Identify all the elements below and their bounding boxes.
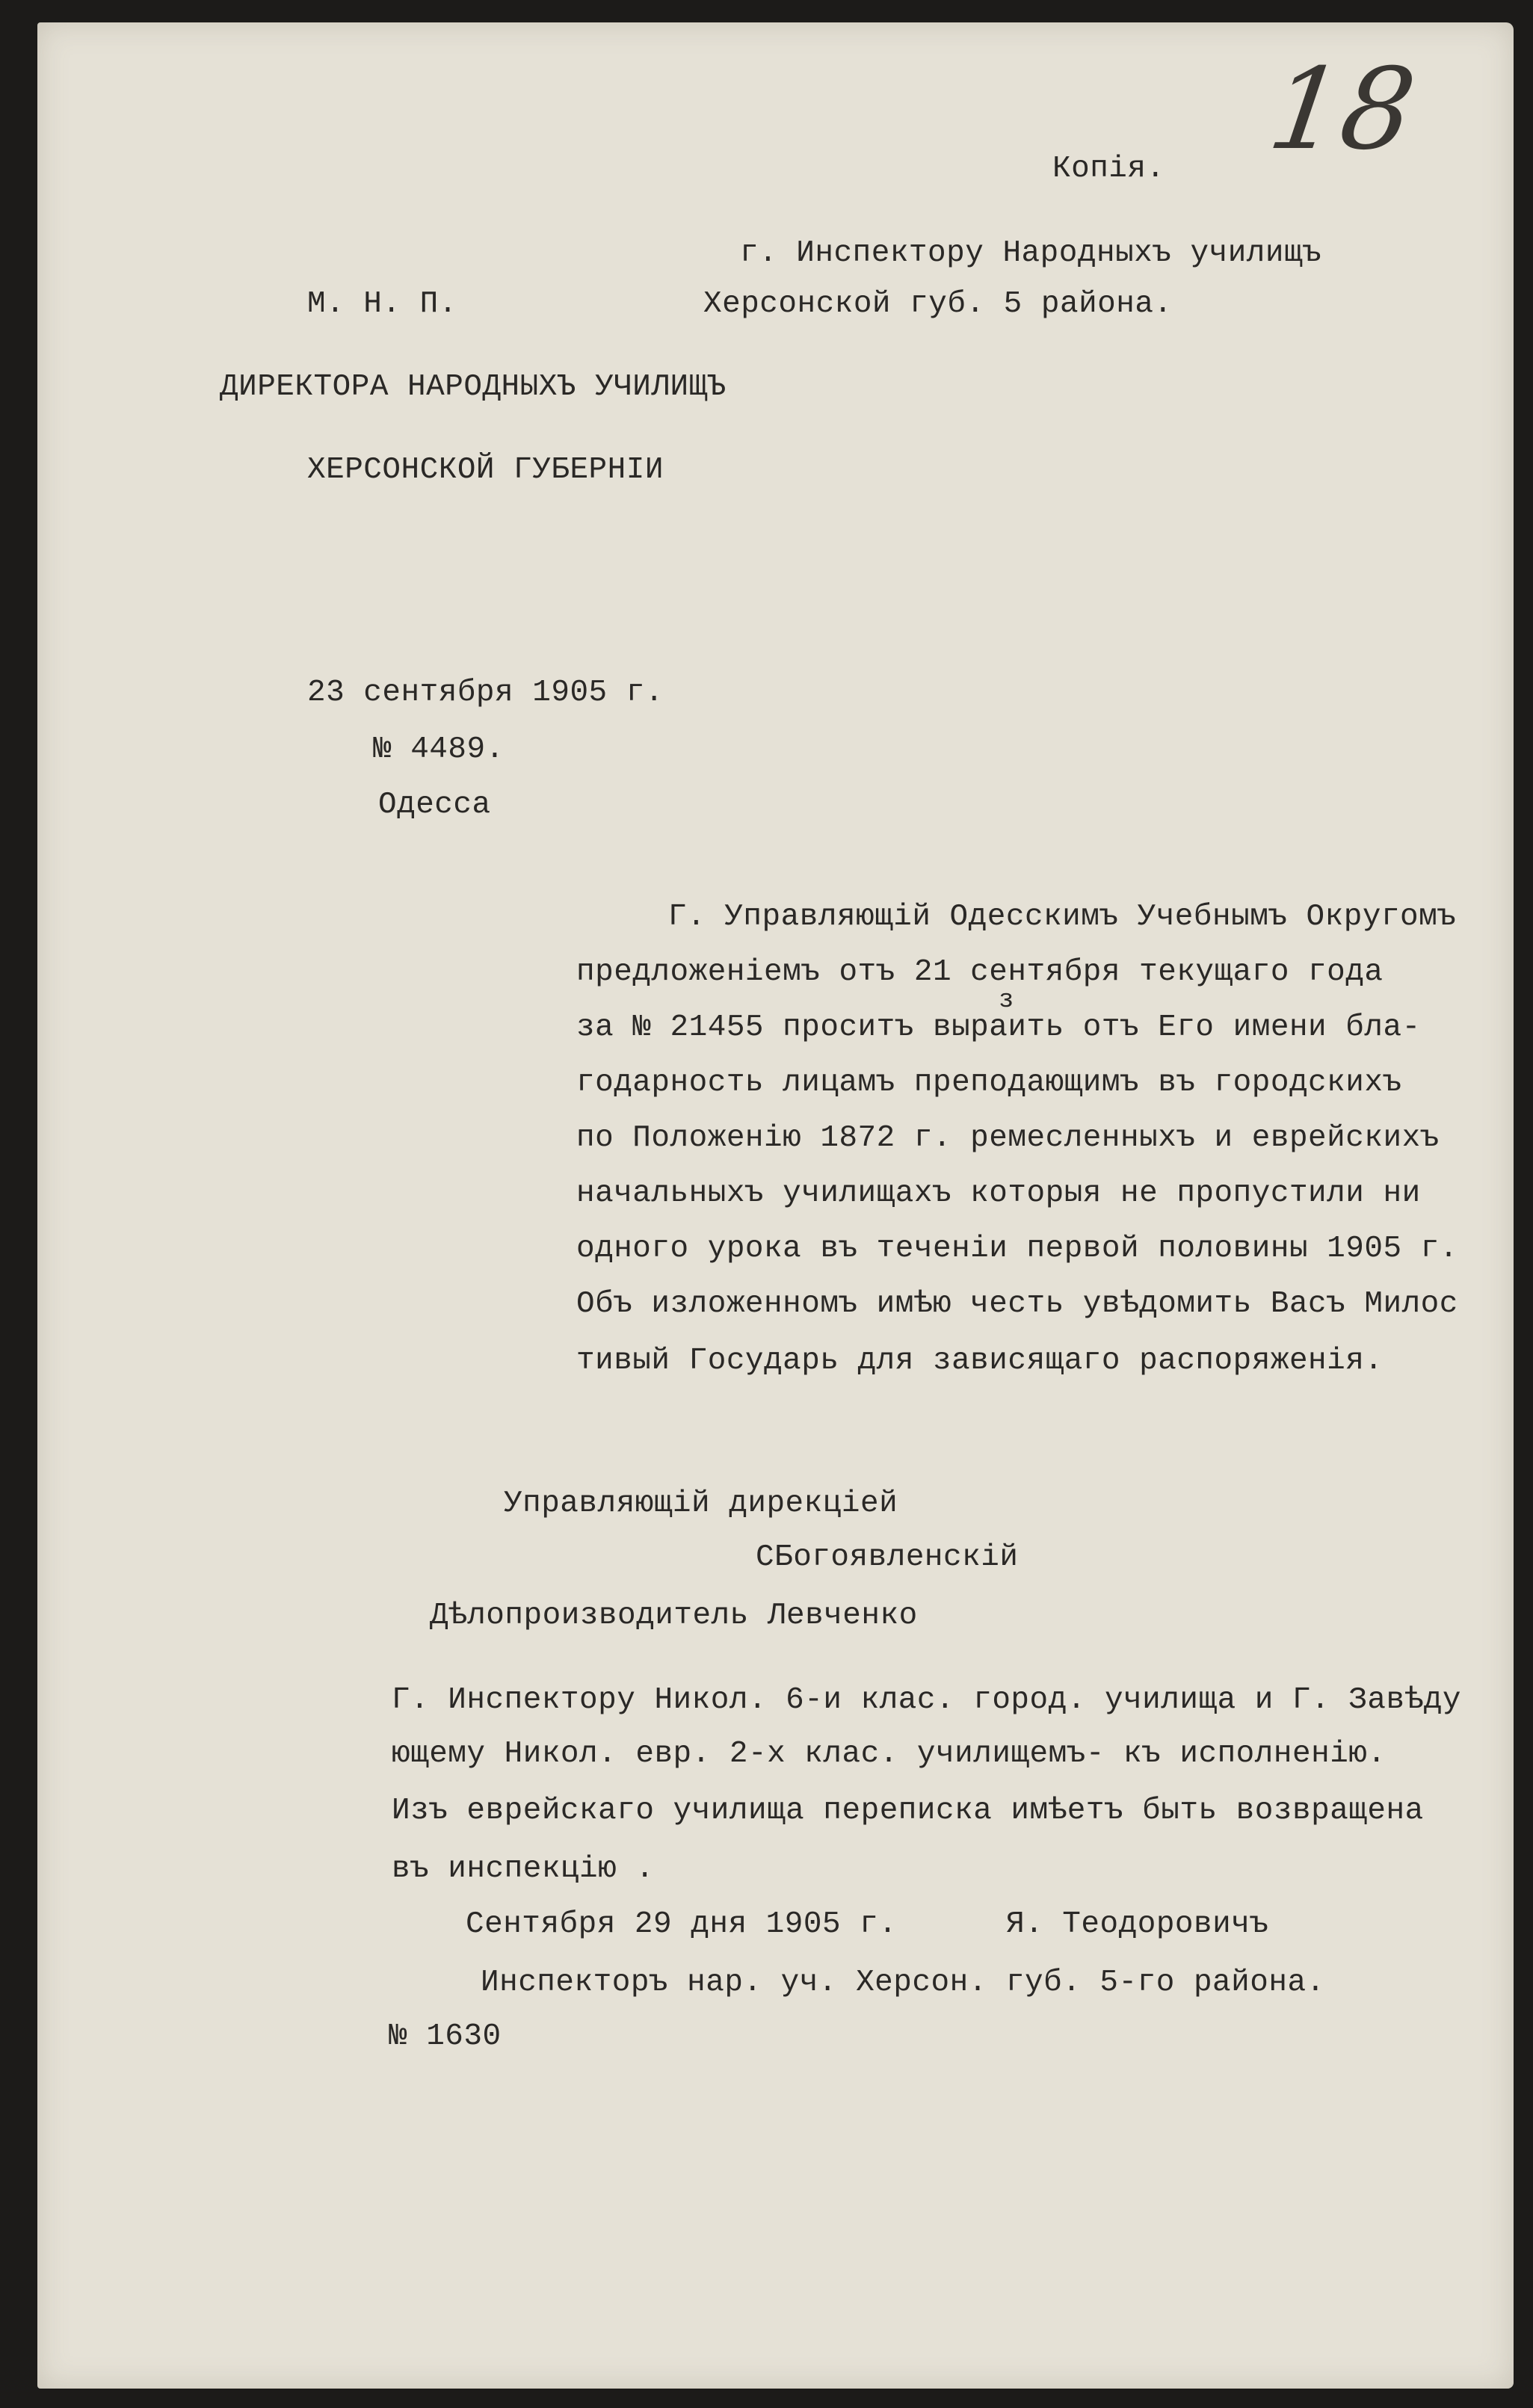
letter-number: № 4489. (373, 732, 505, 767)
body-line: годарность лицамъ преподающимъ въ городскихъ (576, 1066, 1402, 1100)
resolution-signer-title: Инспекторъ нар. уч. Херсон. губ. 5-го района. (481, 1966, 1325, 2000)
body-line: тивый Государь для зависящаго распоряженія. (576, 1344, 1384, 1378)
body-line: начальныхъ училищахъ которыя не пропустили ни (576, 1176, 1421, 1211)
letter-date: 23 сентября 1905 г. (307, 676, 664, 710)
resolution-line: Г. Инспектору Никол. 6-и клас. город. училища и Г. Завѣду (392, 1683, 1461, 1717)
signature-title: Управляющій дирекціей (504, 1487, 898, 1521)
signature-name: СБогоявленскій (756, 1540, 1019, 1575)
body-line: Г. Управляющій Одесскимъ Учебнымъ Округомъ (668, 900, 1457, 934)
clerk-signature: Дѣлопроизводитель Левченко (430, 1599, 918, 1633)
copy-label: Копія. (1052, 152, 1165, 186)
ministry-abbr: М. Н. П. (307, 287, 457, 321)
resolution-date: Сентября 29 дня 1905 г. (466, 1907, 898, 1942)
body-line: предложеніемъ отъ 21 сентября текущаго года (576, 955, 1384, 990)
body-line: Объ изложенномъ имѣю честь увѣдомить Васъ Милос (576, 1287, 1458, 1321)
folio-number: 18 (1261, 45, 1423, 175)
addressee-line1: г. Инспектору Народныхъ училищъ (740, 236, 1322, 271)
body-correction: з (999, 987, 1014, 1015)
sender-line1: ДИРЕКТОРА НАРОДНЫХЪ УЧИЛИЩЪ (220, 370, 727, 404)
resolution-signer: Я. Теодоровичъ (1006, 1907, 1269, 1942)
body-line: за № 21455 проситъ выраить отъ Его имени бла- (576, 1010, 1421, 1045)
addressee-line2: Херсонской губ. 5 района. (703, 287, 1173, 321)
letter-place: Одесса (378, 788, 491, 822)
resolution-line: ющему Никол. евр. 2-х клас. училищемъ- къ исполненію. (392, 1737, 1387, 1771)
resolution-number: № 1630 (389, 2019, 502, 2054)
sender-line2: ХЕРСОНСКОЙ ГУБЕРНIИ (307, 453, 664, 487)
body-line: по Положенію 1872 г. ремесленныхъ и еврейскихъ (576, 1121, 1440, 1155)
body-line: одного урока въ теченіи первой половины 1905 г. (576, 1232, 1458, 1266)
resolution-line: Изъ еврейскаго училища переписка имѣетъ быть возвращена (392, 1794, 1424, 1828)
resolution-line: въ инспекцію . (392, 1852, 655, 1886)
